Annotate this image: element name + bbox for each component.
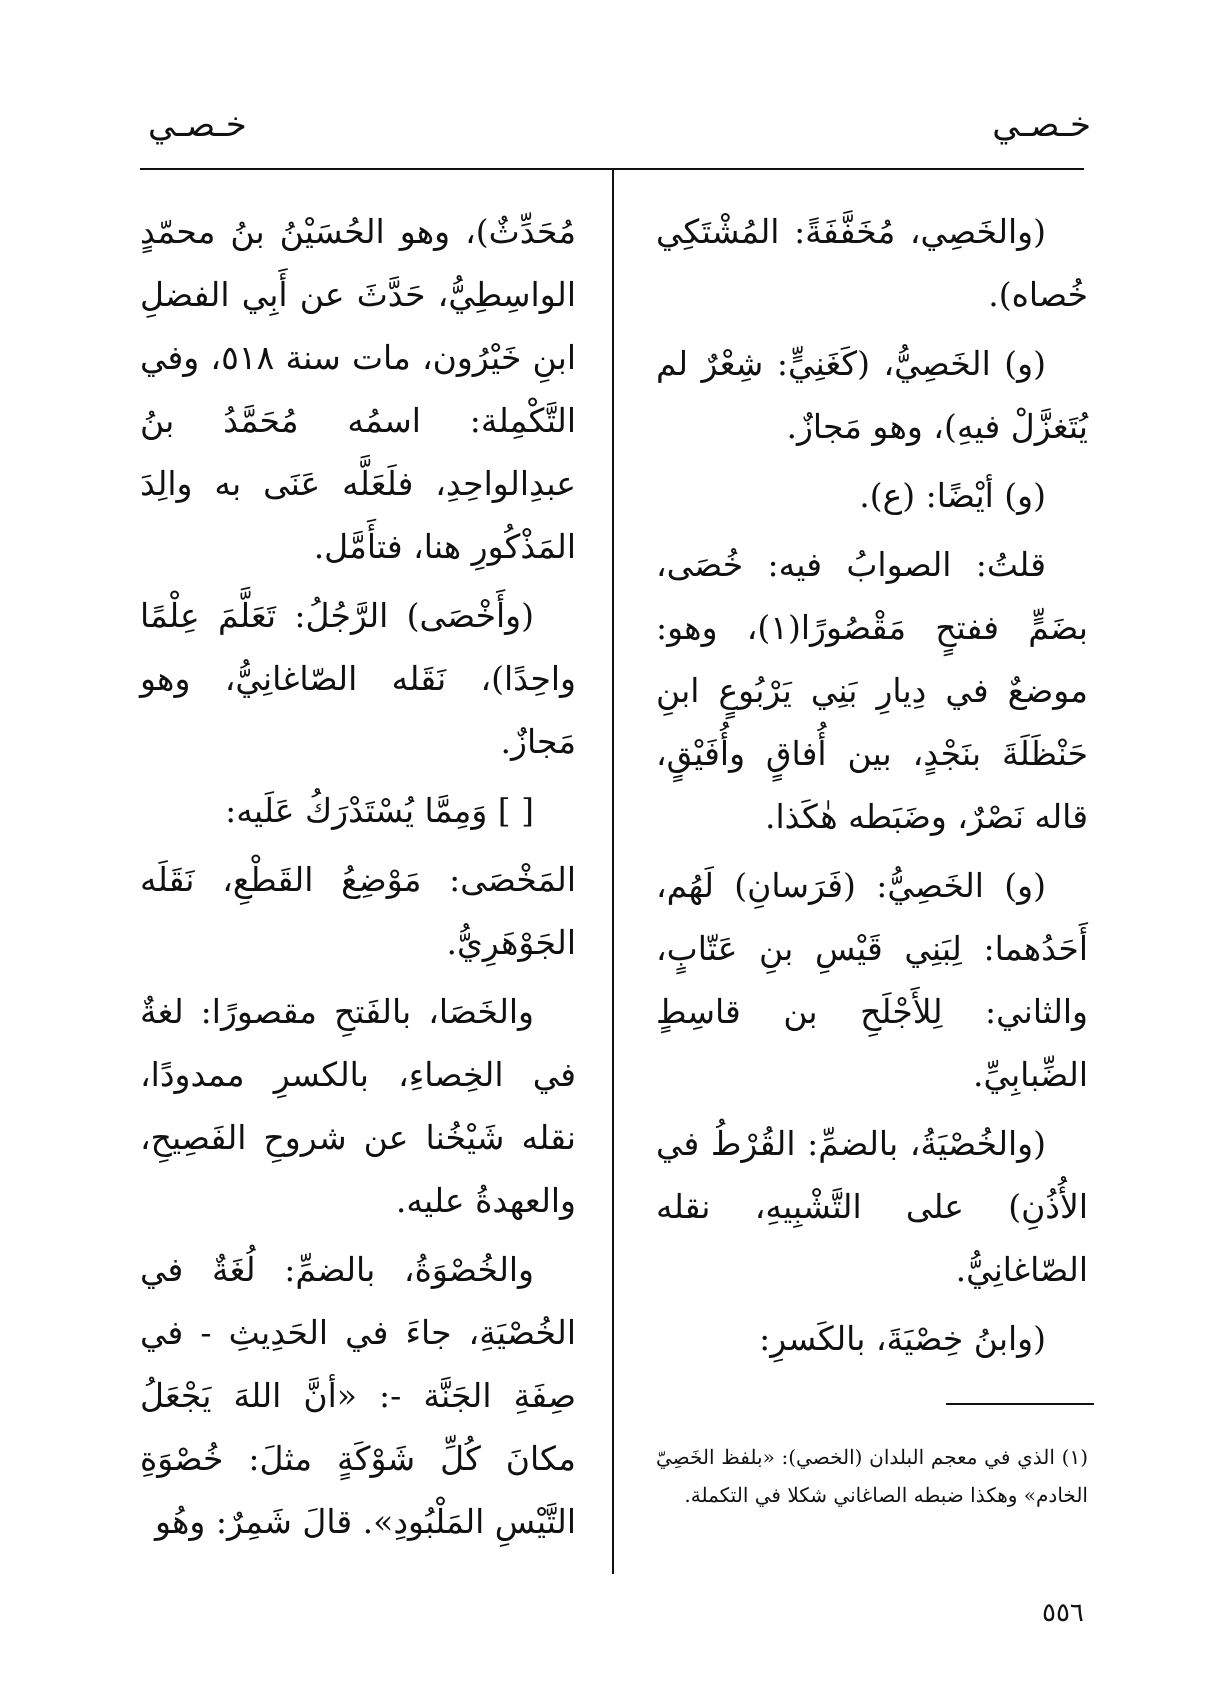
paragraph: مُحَدِّثٌ)، وهو الحُسَيْنُ بنُ محمّدٍ الواسِطِيُّ، حَدَّثَ عن أَبِي الفضلِ ابنِ خَيْرُون، مات سنة ٥١٨، وفي التَّكْمِلة: اسمُه مُحَمَّدُ بنُ عبدِالواحِدِ، فلَعَلَّه عَنَى به والِدَ المَذْكُورِ هنا، فتأَمَّل. (140, 212, 577, 566)
paragraph: قلتُ: الصوابُ فيه: خُصَى، بضَمٍّ ففتحٍ مَقْصُورًا(١)، وهو: موضعٌ في دِيارِ بَنِي يَرْبُوعٍ ابنِ حَنْظَلَةَ بنَجْدٍ، بين أُفاقٍ وأُفَيْقٍ، قاله نَصْرٌ، وضَبَطه هٰكَذا. (656, 545, 1088, 836)
paragraph: المَخْصَى: مَوْضِعُ القَطْعِ، نَقَلَه الجَوْهَرِيُّ. (140, 860, 576, 962)
paragraph: (وابنُ خِصْيَةَ، بالكَسرِ: (759, 1319, 1046, 1358)
paragraph: (و) الخَصِيُّ: (فَرَسانِ) لَهُم، أَحَدُهما: لِبَنِي قَيْسِ بنِ عَتّابٍ، والثاني: لِلأَجْلَحِ بن قاسِطٍ الضِّبابِيِّ. (656, 866, 1088, 1094)
paragraph: والخُصْوَةُ، بالضمِّ: لُغَةٌ في الخُصْيَةِ، جاءَ في الحَدِيثِ - في صِفَةِ الجَنَّة -: «أنَّ اللهَ يَجْعَلُ مكانَ كُلِّ شَوْكَةٍ مثلَ: خُصْوَةِ التَّيْسِ المَلْبُودِ». قالَ شَمِرٌ: وهُو (140, 1250, 576, 1541)
paragraph: (والخَصِي، مُخَفَّفَةً: المُشْتَكِي خُصاه). (656, 212, 1088, 314)
section-heading: [ ] وَمِمَّا يُسْتَدْرَكُ عَلَيه: (225, 791, 534, 830)
paragraph: (وأَخْصَى) الرَّجُلُ: تَعَلَّمَ عِلْمًا واحِدًا)، نَقَله الصّاغانِيُّ، وهو مَجازٌ. (140, 596, 576, 761)
paragraph: (والخُصْيَةُ، بالضمِّ: القُرْطُ في الأُذُنِ) على التَّشْبِيهِ، نقله الصّاغانِيُّ. (656, 1124, 1088, 1289)
footnote-text: (١) الذي في معجم البلدان (الخصي): «بلفظ الخَصِيّ الخادم» وهكذا ضبطه الصاغاني شكلا في التكملة. (656, 1445, 1088, 1507)
footnote (656, 1438, 1088, 1514)
right-column (656, 200, 1088, 1376)
footnote-rule (946, 1403, 1094, 1405)
left-column (140, 200, 576, 1559)
page-number: ٥٥٦ (1042, 1598, 1084, 1628)
paragraph: والخَصَا، بالفَتحِ مقصورًا: لغةٌ في الخِصاءِ، بالكسرِ ممدودًا، نقله شَيْخُنا عن شروحِ الفَصِيحِ، والعهدةُ عليه. (140, 992, 576, 1220)
running-head-right: خـصـي (992, 105, 1091, 145)
running-head-left: خـصـي (148, 105, 247, 145)
paragraph: (و) الخَصِيُّ، (كَغَنِيٍّ: شِعْرٌ لم يُتَغزَّلْ فيهِ)، وهو مَجازٌ. (656, 344, 1088, 446)
column-divider (612, 170, 614, 1574)
paragraph: (و) أيْضًا: (ع). (859, 476, 1046, 515)
